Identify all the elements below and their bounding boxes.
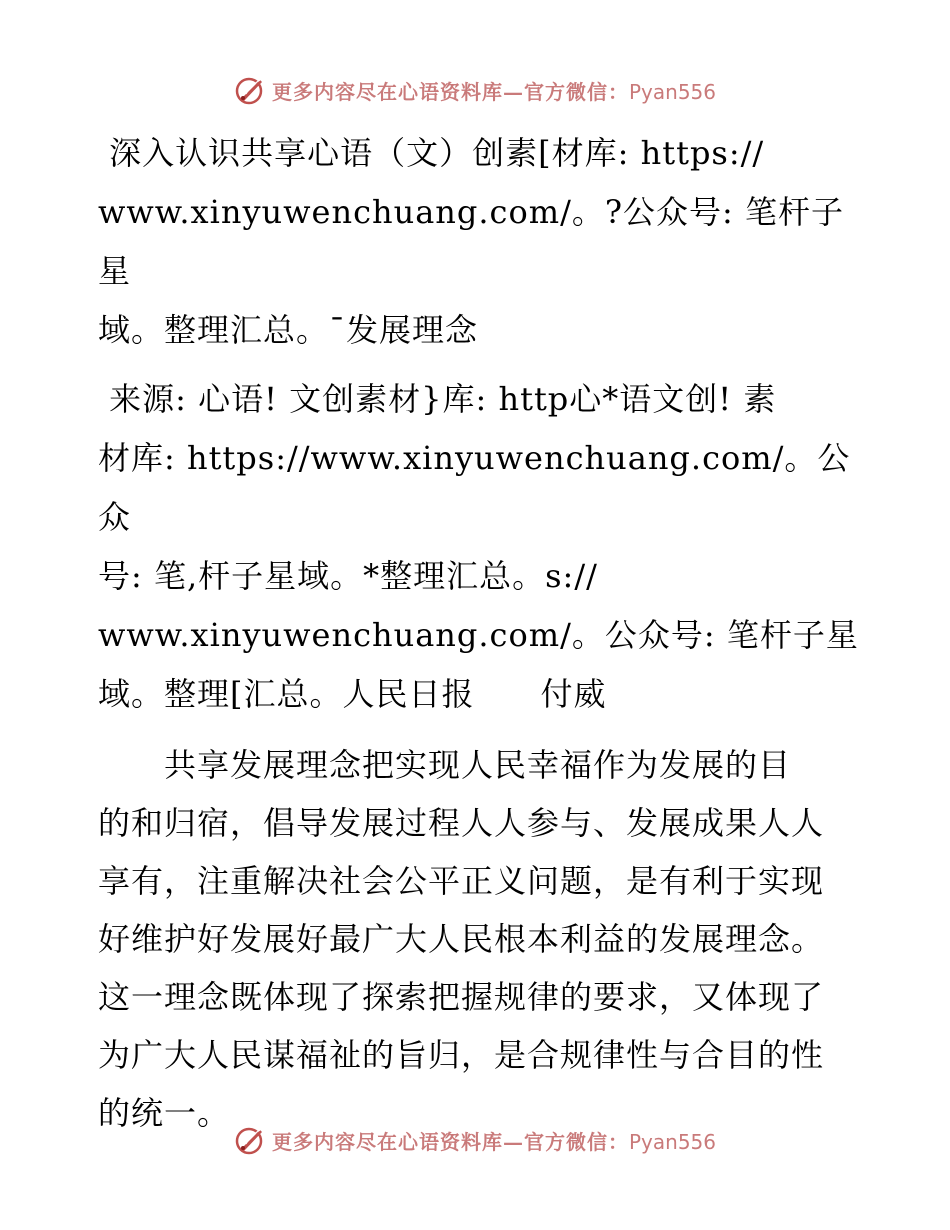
watermark-text [272,76,716,105]
document-body [98,124,868,1142]
header-watermark-banner [0,70,950,110]
footer-watermark-banner [0,1120,950,1160]
paragraph-body: 共享发展理念把实现人民幸福作为发展的目 的和归宿，倡导发展过程人人参与、发展成果人人 享有，注重解决社会公平正义问题，是有利于实现 好维护好发展好最广大人民根本利益的发展理念。 这一理念既体现了探索把握规律的要求，又体现了 为广大人民谋福祉的旨归，是合规律性与合目的性 的统一。 [98,746,825,1132]
quill-pen-logo-icon [234,1124,266,1156]
quill-pen-logo-icon [234,74,266,106]
watermark-wechat-id: Pyan556 [628,79,716,104]
watermark-label: 更多内容尽在心语资料库—官方微信： [271,79,629,104]
watermark-text [272,1126,716,1155]
paragraph-source: 来源: 心语! 文创素材}库: http心*语文创! 素 材库: https://www.xinyuwenchuang.com/。公众 号: 笔,杆子星域。*整理汇总。s:// www.xinyuwenchuang.com/。公众号: 笔杆子星 域。整理[汇总。人民日报 付威 [98,380,859,713]
paragraph-title: 深入认识共享心语（文）创素[材库: https:// www.xinyuwenchuang.com/。?公众号: 笔杆子星 域。整理汇总。¯发展理念 [98,134,844,349]
watermark-label: 更多内容尽在心语资料库—官方微信： [271,1129,629,1154]
watermark-wechat-id: Pyan556 [628,1129,716,1154]
